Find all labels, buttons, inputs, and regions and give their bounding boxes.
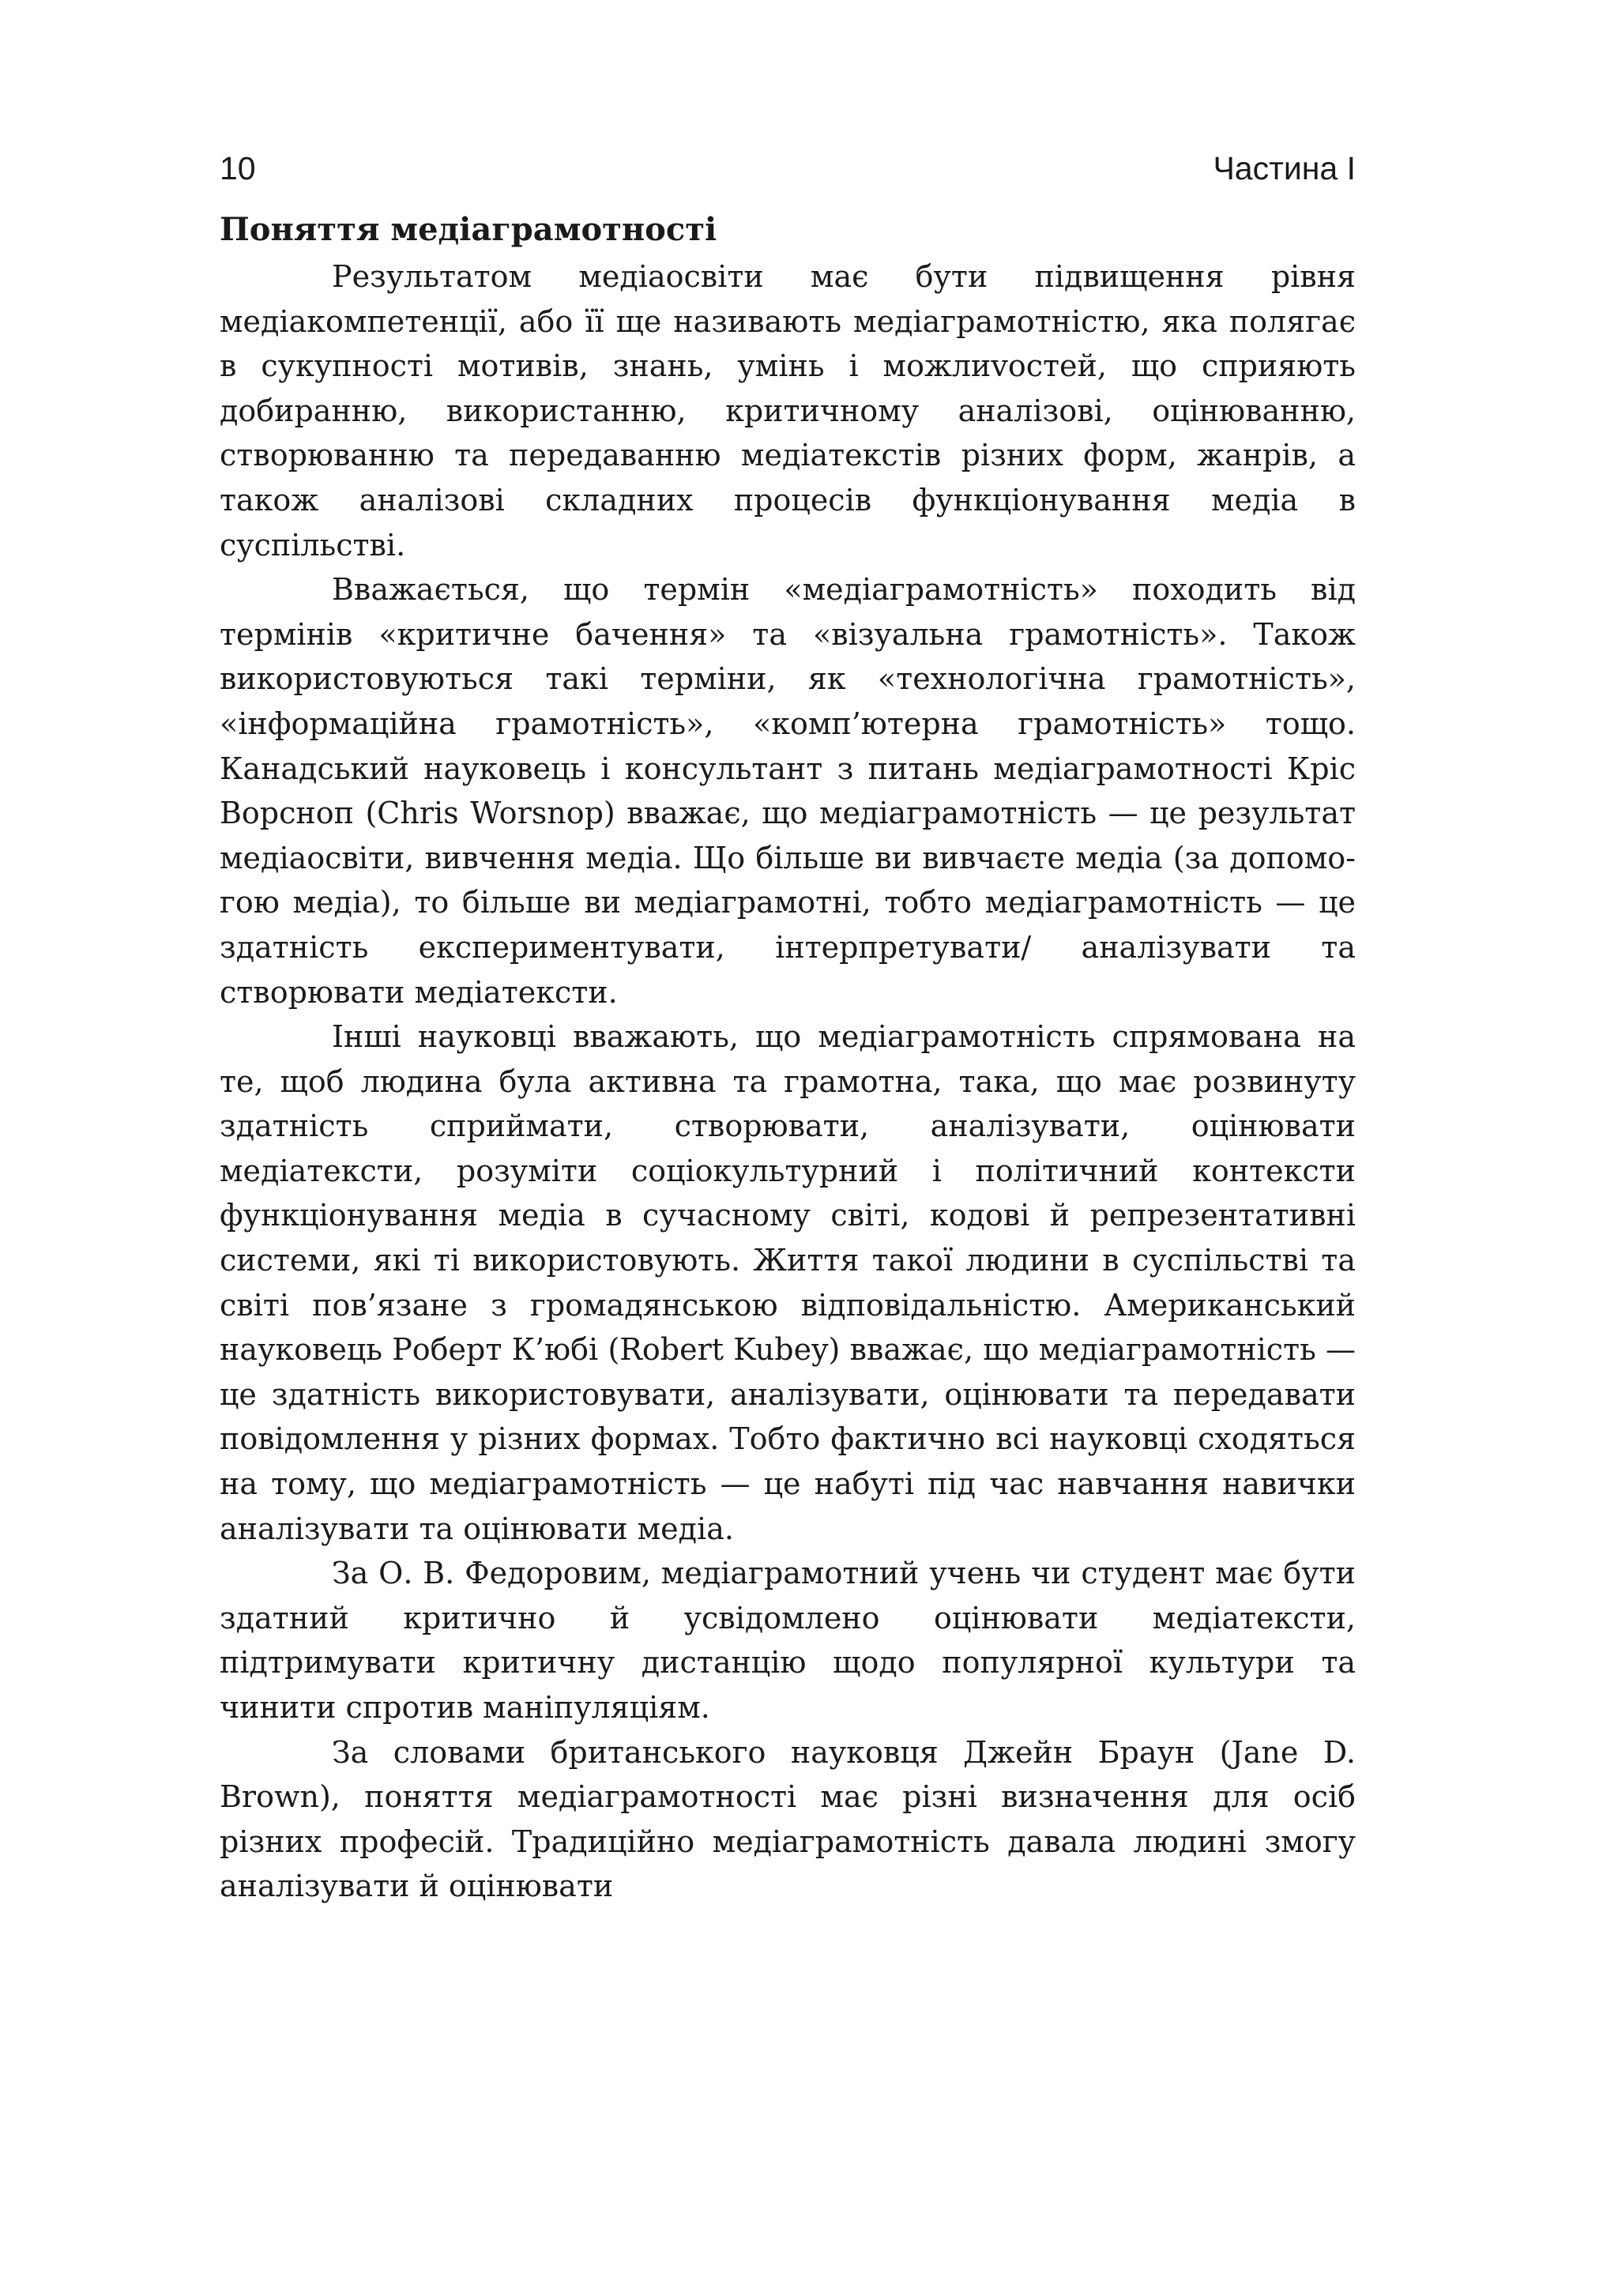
section-title: Поняття медіаграмотності [220,211,717,248]
book-page [220,149,1356,1909]
page-number: 10 [220,150,256,186]
paragraph-fedorov: За О. В. Федоровим, медіаграмотний учень чи студент має бути здатний критично й усвідомлено оцінювати медіатексти, підтримувати критичну дистанцію щодо популярної культури та чинити спротив маніпуляціям. [220,1556,1356,1725]
body-text [220,254,1356,1909]
paragraph-brown: За словами британського науковця Джейн Браун (Jane D. Brown), поняття медіаграмотності має різні визначення для осіб різних професій. Традиційно медіаграмотність давала людині змогу аналізувати й оцінювати [220,1734,1356,1904]
paragraph-term-origin: Вважається, що термін «медіаграмотність» походить від термінів «критичне бачення» та «візуальна грамотність». Також використовуються такі терміни, як «технологічна грамотність», «інформаційна грамотність», «комп’ютерна грамотність» тощо. Канадський науковець і консультант з питань медіаграмотності Кріс Ворсноп (Chris Worsnop) вважає, що медіаграмотність — це результат медіаосвіти, вивчення медіа. Що більше ви вивчаєте медіа (за допомогою медіа), то більше ви медіаграмотні, тобто медіаграмотність — це здатність експериментувати, інтерпретувати/ аналізувати та створювати медіатексти. [220,572,1356,1010]
part-label: Частина І [1213,150,1356,186]
paragraph-media-competence: Результатом медіаосвіти має бути підвищення рівня медіакомпетенції, або її ще називають медіаграмотністю, яка полягає в сукупності мотивів, знань, умінь і можлиvостей, що сприяють добиранню, використанню, критичному аналізові, оцінюванню, створюванню та передаванню медіатекстів різних форм, жанрів, а також аналізові складних процесів функціонування медіа в суспільстві. [220,259,1356,563]
running-head [220,149,1356,188]
paragraph-other-scholars: Інші науковці вважають, що медіаграмотність спрямована на те, щоб людина була активна та грамотна, така, що має розвинуту здатність сприймати, створювати, аналізувати, оцінювати медіатексти, розуміти соціокультурний і політичний контексти функціонування медіа в сучасному світі, кодові й репрезентативні системи, які ті використовують. Життя такої людини в суспільстві та світі пов’язане з громадянською відповідальністю. Американський науковець Роберт К’юбі (Robert Kubey) вважає, що медіаграмотність — це здатність використовувати, аналізувати, оцінювати та передавати повідомлення у різних формах. Тобто фактично всі науковці сходяться на тому, що медіаграмотність — це набуті під час навчання навички аналізувати та оцінювати медіа. [220,1019,1356,1546]
